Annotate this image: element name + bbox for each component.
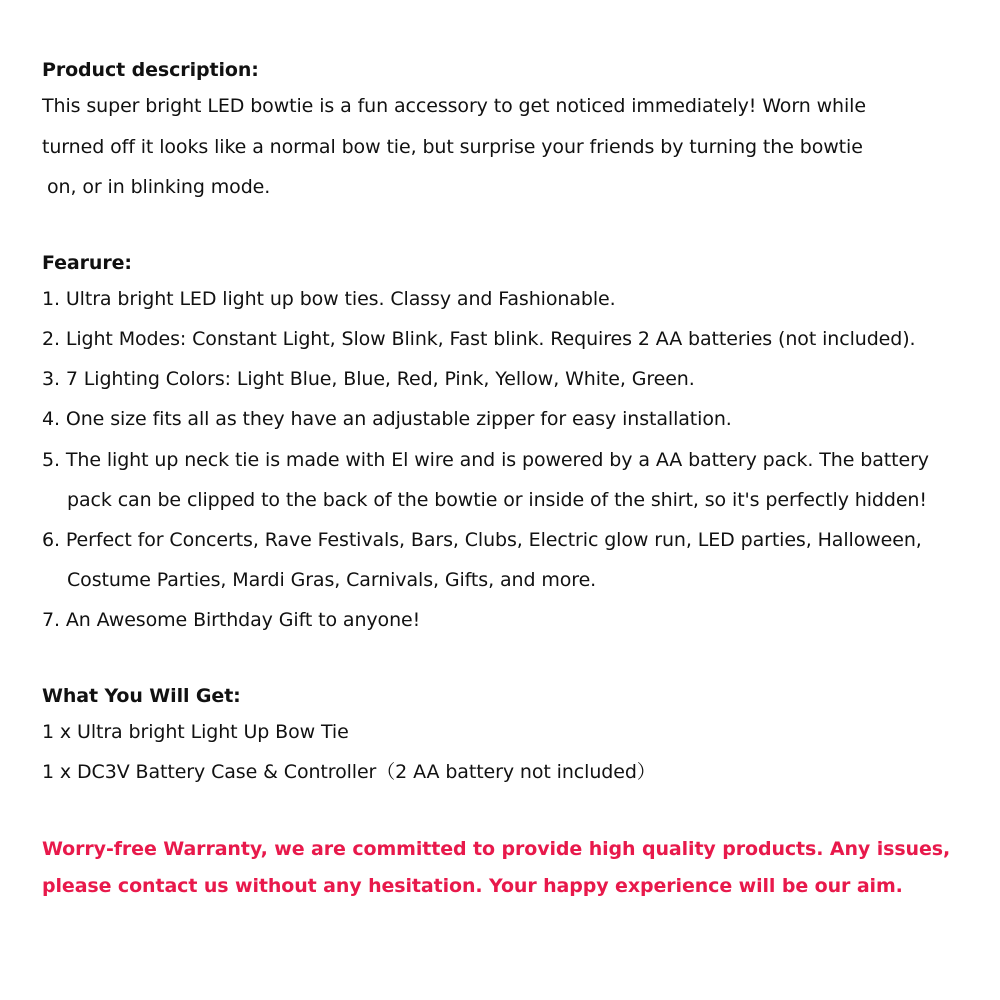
package-item: 1 x Ultra bright Light Up Bow Tie [42,721,349,743]
description-line: turned off it looks like a normal bow tie, but surprise your friends by turning the bowtie [42,136,863,158]
warranty-notice: please contact us without any hesitation. Your happy experience will be our aim. [42,875,903,897]
product-description-page [42,0,982,1000]
feature-item: 4. One size fits all as they have an adjustable zipper for easy installation. [42,408,732,430]
feature-item: 3. 7 Lighting Colors: Light Blue, Blue, Red, Pink, Yellow, White, Green. [42,368,695,390]
feature-item: 6. Perfect for Concerts, Rave Festivals, Bars, Clubs, Electric glow run, LED parties, Halloween, [42,529,922,551]
feature-item: 5. The light up neck tie is made with El wire and is powered by a AA battery pack. The battery [42,449,929,471]
feature-item: 1. Ultra bright LED light up bow ties. Classy and Fashionable. [42,288,616,310]
warranty-notice: Worry-free Warranty, we are committed to provide high quality products. Any issues, [42,838,951,860]
feature-item: 7. An Awesome Birthday Gift to anyone! [42,609,421,631]
package-item: 1 x DC3V Battery Case & Controller（2 AA battery not included） [42,761,656,783]
description-heading: Product description: [42,59,259,81]
package-heading: What You Will Get: [42,685,241,707]
description-line: on, or in blinking mode. [47,176,271,198]
description-line: This super bright LED bowtie is a fun accessory to get noticed immediately! Worn while [42,95,866,117]
feature-item-continued: pack can be clipped to the back of the bowtie or inside of the shirt, so it's perfectly hidden! [67,489,927,511]
feature-item: 2. Light Modes: Constant Light, Slow Blink, Fast blink. Requires 2 AA batteries (not included). [42,328,916,350]
feature-item-continued: Costume Parties, Mardi Gras, Carnivals, Gifts, and more. [67,569,597,591]
feature-heading: Fearure: [42,252,132,274]
